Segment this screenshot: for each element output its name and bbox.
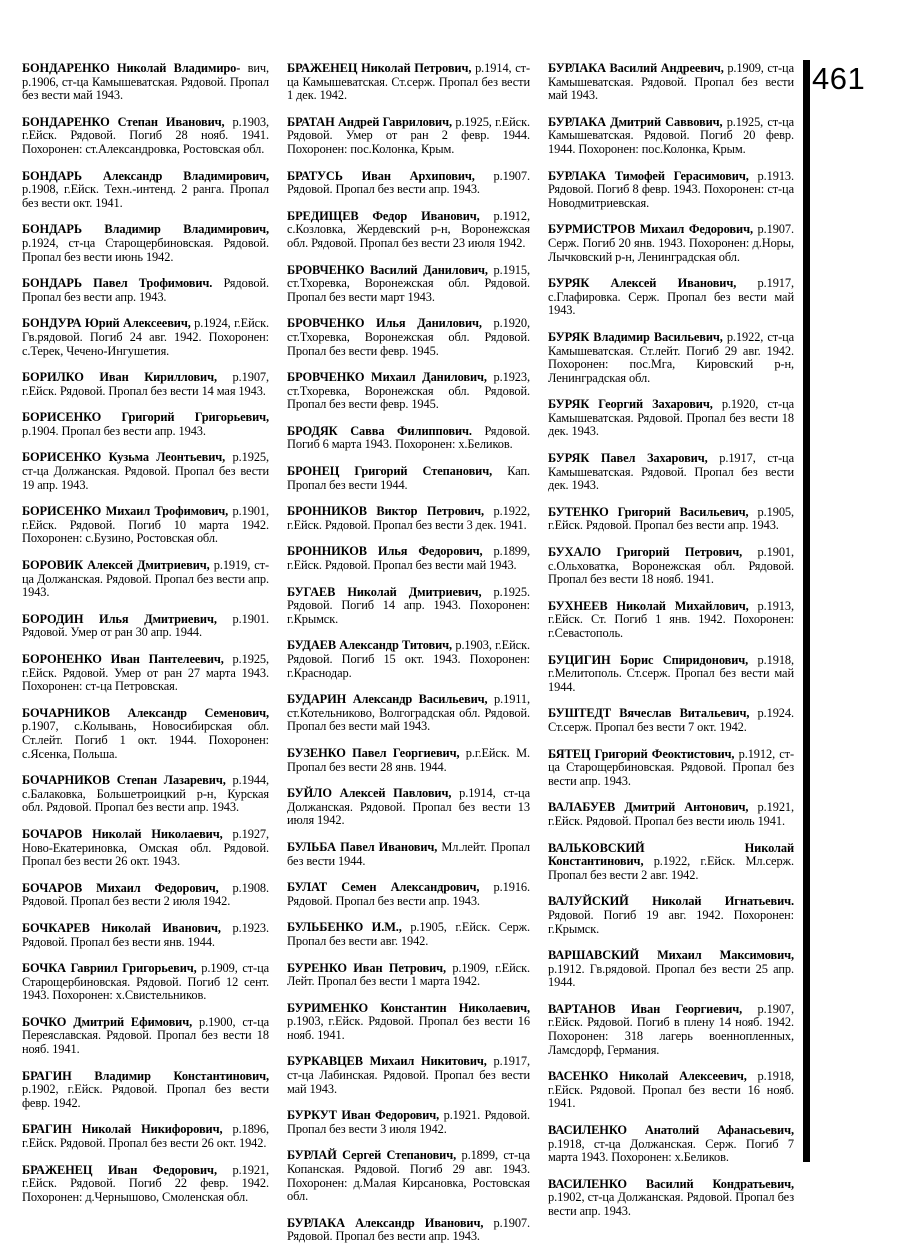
entry — [548, 506, 794, 533]
entry — [22, 170, 269, 211]
entry-text: р.1901, с.Ольховатка, Воронежская обл. Рядовой. Пропал без вести 18 нояб. 1941. — [548, 545, 795, 587]
entry — [548, 654, 794, 695]
entry — [548, 801, 794, 828]
entry-surname: БУРЕНКО — [287, 960, 347, 975]
entry-given-name: Константин Николаевич, — [380, 1000, 530, 1015]
entry-surname: БОНДАРЬ — [22, 168, 82, 183]
entry-text: р.1923. Рядовой. Пропал без вести янв. 1944. — [22, 920, 270, 949]
entry-surname: БОРОДИН — [22, 611, 84, 626]
entry-surname: ВАСИЛЕНКО — [548, 1176, 627, 1191]
entry — [287, 545, 530, 572]
entry — [287, 505, 530, 532]
entry-surname: БРОНЕЦ — [287, 464, 340, 479]
entry — [548, 277, 794, 318]
entry — [287, 1109, 530, 1136]
entry — [287, 170, 530, 197]
entry — [22, 317, 269, 358]
entry-given-name: Владимир Константинович, — [94, 1068, 269, 1083]
entry-surname: ВАЛЬКОВСКИЙ — [548, 840, 645, 855]
entry-given-name: Андрей Гаврилович, — [338, 114, 452, 129]
entry — [548, 170, 794, 211]
entry — [22, 1164, 269, 1205]
entry-surname: БУРЛАЙ — [287, 1148, 337, 1163]
entry-text: Рядовой. Погиб 19 авг. 1942. Похоронен: г.Крымск. — [548, 907, 794, 936]
entry-given-name: Илья Федорович, — [377, 544, 483, 559]
entry-surname: БОЧКА — [22, 961, 66, 976]
column-3 — [548, 62, 794, 1232]
entry-text: р.1896, г.Ейск. Рядовой. Пропал без вести 26 окт. 1942. — [22, 1122, 269, 1151]
entry-text: р.1915, ст.Тхоревка, Воронежская обл. Рядовой. Пропал без вести март 1943. — [287, 262, 530, 304]
entry-given-name: Николай Иванович, — [101, 920, 221, 935]
entry-surname: БУРКАВЦЕВ — [287, 1054, 363, 1069]
entry — [22, 1016, 269, 1057]
entry-given-name: Федор Иванович, — [372, 208, 480, 223]
entry-given-name: Василий Кондратьевич, — [645, 1176, 794, 1191]
entry-surname: БРАТУСЬ — [287, 168, 343, 183]
entry — [22, 653, 269, 694]
entry — [22, 559, 269, 600]
entry-surname: БУЛЬБЕНКО — [287, 920, 364, 935]
entry-text: р.1901, г.Ейск. Рядовой. Погиб 10 марта 1942. Похоронен: с.Бузино, Ростовская обл. — [22, 504, 269, 546]
entry-surname: БРАГИН — [22, 1122, 72, 1137]
entry-surname: БОНДАРЕНКО — [22, 114, 110, 129]
entry-surname: БУЛЬБА — [287, 839, 337, 854]
entry-text: р.1918, г.Ейск. Рядовой. Пропал без вести 16 нояб. 1941. — [548, 1069, 794, 1111]
entry — [548, 116, 794, 157]
entry-text: Мл.лейт. Пропал без вести 1944. — [287, 839, 530, 868]
entry-text: р.1922, г.Ейск. Рядовой. Пропал без вести 3 дек. 1941. — [287, 504, 531, 532]
entry-given-name: Павел Георгиевич, — [352, 745, 460, 760]
entry-surname: БУЦИГИН — [548, 652, 611, 667]
entry-text: р.1924, ст-ца Старощербиновская. Рядовой. Пропал без вести июнь 1942. — [22, 235, 269, 264]
entry-text: р.1921, г.Ейск. Рядовой. Пропал без вести июль 1941. — [548, 800, 795, 828]
entry-surname: БОНДУРА — [22, 316, 82, 331]
entry-surname: БУРЛАКА — [548, 114, 606, 129]
entry-surname: БУЛАТ — [287, 880, 328, 895]
entry — [22, 277, 269, 304]
entry-given-name: Николай Алексеевич, — [619, 1069, 747, 1084]
entry-text: р.1907. Рядовой. Пропал без вести апр. 1943. — [287, 168, 530, 197]
entry-text: Кап. Пропал без вести 1944. — [287, 464, 530, 492]
entry-text: р.1912, ст-ца Старощербиновская. Рядовой. Пропал без вести апр. 1943. — [548, 746, 795, 788]
entry — [548, 895, 794, 936]
entry-text: р.1924, г.Ейск. Гв.рядовой. Погиб 24 авг. 1942. Похоронен: с.Терек, Чечено-Ингушетия. — [22, 316, 269, 358]
entry — [287, 586, 530, 627]
entry-given-name: Николай Константинович, — [548, 840, 794, 869]
entry-given-name: Вячеслав Витальевич, — [619, 706, 750, 721]
entry — [287, 921, 530, 948]
entry-given-name: Александр Семенович, — [127, 705, 270, 720]
entry-surname: БУРЯК — [548, 329, 590, 344]
entry-surname: БОРИСЕНКО — [22, 450, 102, 465]
entry-given-name: Владимир Васильевич, — [593, 329, 723, 344]
entry-given-name: Виктор Петрович, — [376, 504, 485, 519]
entry — [287, 1055, 530, 1096]
entry-given-name: Владимир Владимирович, — [104, 222, 270, 237]
entry-surname: БУТЕНКО — [548, 504, 609, 519]
entry — [22, 882, 269, 909]
entry-given-name: Гавриил Григорьевич, — [70, 961, 197, 976]
entry-given-name: Иван Архипович, — [361, 168, 475, 183]
entry-text: р.1900, ст-ца Переяславская. Рядовой. Пропал без вести 18 нояб. 1941. — [22, 1014, 270, 1057]
entry-surname: ВАЛУЙСКИЙ — [548, 894, 629, 909]
entry-text: р.1925, ст-ца Должанская. Рядовой. Пропал без вести 19 апр. 1943. — [22, 450, 270, 492]
entry — [287, 264, 530, 305]
column-2 — [287, 62, 530, 1257]
entry-given-name: И.М., — [371, 920, 402, 935]
entry-text: р.1927, Ново-Екатериновка, Омская обл. Рядовой. Пропал без вести 26 окт. 1943. — [22, 826, 270, 869]
entry-surname: ВАСЕНКО — [548, 1069, 609, 1084]
entry-surname: БУРЛАКА — [548, 168, 606, 183]
entry-text: р.1902, г.Ейск. Рядовой. Пропал без вести февр. 1942. — [22, 1082, 269, 1110]
entry-surname: БОНДАРЬ — [22, 276, 82, 291]
entry — [548, 842, 794, 883]
entry-given-name: Григорий Васильевич, — [617, 504, 749, 519]
entry — [22, 1070, 269, 1111]
entry — [287, 62, 530, 103]
entry-text: р.1903, г.Ейск. Рядовой. Погиб 15 окт. 1943. Похоронен: г.Краснодар. — [287, 638, 530, 680]
entry-given-name: Павел Иванович, — [340, 839, 438, 854]
entry-surname: БОРИСЕНКО — [22, 504, 102, 519]
entry-surname: БРАЖЕНЕЦ — [287, 61, 358, 75]
entry-given-name: Михаил Трофимович, — [105, 504, 229, 519]
entry — [287, 1217, 530, 1244]
entry-given-name: Георгий Захарович, — [598, 397, 713, 412]
entry-surname: БУДАЕВ — [287, 638, 336, 653]
entry-surname: БОНДАРЬ — [22, 222, 82, 237]
entry-given-name: Григорий Петрович, — [616, 545, 743, 560]
entry — [548, 1124, 794, 1165]
entry — [287, 425, 530, 452]
entry-surname: БОРИЛКО — [22, 370, 84, 385]
entry — [287, 881, 530, 908]
entry-surname: БРОВЧЕНКО — [287, 316, 365, 331]
entry-given-name: Александр Титович, — [339, 638, 453, 653]
entry — [22, 116, 269, 157]
entry-surname: БОЧАРОВ — [22, 880, 83, 895]
entry-given-name: Тимофей Герасимович, — [614, 168, 749, 183]
entry-text: р.1911, ст.Котельниково, Волгоградская обл. Рядовой. Пропал без вести май 1943. — [287, 692, 531, 734]
entry — [22, 1123, 269, 1150]
entry-text: р.1924. Ст.серж. Пропал без вести 7 окт. 1942. — [548, 706, 794, 734]
entry-surname: БРОДЯК — [287, 423, 338, 438]
entry-text: р.1909, ст-ца Камышеватская. Рядовой. Пропал без вести май 1943. — [548, 61, 794, 103]
entry — [548, 1003, 794, 1057]
entry-text: р.1899, ст-ца Копанская. Рядовой. Погиб 29 авг. 1943. Похоронен: д.Малая Кирсановка, Ростовская обл. — [287, 1148, 531, 1204]
entry-surname: ВАРТАНОВ — [548, 1001, 616, 1016]
entry-text: р.1921. Рядовой. Пропал без вести 3 июля 1942. — [287, 1108, 530, 1136]
entry-text: р.1925. Рядовой. Погиб 14 апр. 1943. Похоронен: г.Крымск. — [287, 584, 530, 626]
entry — [548, 62, 794, 103]
entry — [548, 707, 794, 734]
entry-text: р.1925, ст-ца Камышеватская. Рядовой. Погиб 20 февр. 1944. Похоронен: пос.Колонка, Крым. — [548, 114, 795, 156]
entry-text: р.1905, г.Ейск. Серж. Пропал без вести авг. 1942. — [287, 920, 530, 948]
entry-given-name: Дмитрий Антонович, — [624, 800, 749, 815]
entry-text: р.1921, г.Ейск. Рядовой. Погиб 22 февр. 1942. Похоронен: д.Чернышово, Смоленская обл. — [22, 1162, 270, 1204]
entry-given-name: Александр Иванович, — [355, 1215, 484, 1230]
entry-given-name: Алексей Иванович, — [610, 276, 737, 291]
entry-text: р.1903, г.Ейск. Рядовой. Погиб 28 нояб. 1941. Похоронен: ст.Александровка, Ростовская обл. — [22, 114, 270, 156]
entry-text: р.1902, ст-ца Должанская. Рядовой. Пропал без вести апр. 1943. — [548, 1190, 794, 1218]
entry — [287, 639, 530, 680]
entry-surname: БУРЯК — [548, 276, 590, 291]
entry-given-name: Алексей Дмитриевич, — [87, 558, 210, 573]
entry-text: р.1908, г.Ейск. Техн.-интенд. 2 ранга. Пропал без вести окт. 1941. — [22, 182, 269, 210]
entry — [22, 613, 269, 640]
entry-surname: БРАГИН — [22, 1068, 72, 1083]
entry-text: р.1916. Рядовой. Пропал без вести апр. 1943. — [287, 880, 531, 908]
entry — [22, 62, 269, 103]
entry — [548, 452, 794, 493]
entry-text: Рядовой. Пропал без вести апр. 1943. — [22, 276, 269, 304]
entry — [548, 223, 794, 264]
entry-surname: БОЧАРОВ — [22, 826, 83, 841]
entry-text: р.1909, ст-ца Старощербиновская. Рядовой. Погиб 12 сент. 1943. Похоронен: х.Свистельников. — [22, 961, 270, 1003]
entry-surname: БРАЖЕНЕЦ — [22, 1162, 93, 1177]
entry — [287, 116, 530, 157]
entry-text: р.1920, ст-ца Камышеватская. Рядовой. Пропал без вести 18 дек. 1943. — [548, 397, 795, 439]
entry-surname: БУГАЕВ — [287, 584, 336, 599]
entry — [22, 962, 269, 1003]
entry-text: р.1923, ст.Тхоревка, Воронежская обл. Рядовой. Пропал без вести февр. 1945. — [287, 370, 530, 412]
entry-given-name: Иван Кириллович, — [99, 370, 217, 385]
entry-given-name: Александр Владимирович, — [102, 168, 269, 183]
entry-given-name: Иван Петрович, — [353, 960, 446, 975]
entry — [287, 747, 530, 774]
entry-given-name: Юрий Алексеевич, — [84, 316, 191, 331]
entry-given-name: Григорий Григорьевич, — [121, 410, 269, 425]
entry-given-name: Николай Дмитриевич, — [347, 584, 482, 599]
entry-text: р.1901. Рядовой. Умер от ран 30 апр. 1944. — [22, 611, 270, 640]
entry-given-name: Степан Лазаревич, — [116, 773, 226, 788]
entry — [287, 210, 530, 251]
entry-surname: БУХНЕЕВ — [548, 598, 608, 613]
entry-surname: БУЙЛО — [287, 786, 332, 801]
entry-surname: ВАЛАБУЕВ — [548, 800, 616, 815]
entry-given-name: Павел Захарович, — [600, 451, 708, 466]
entry-surname: БРОННИКОВ — [287, 544, 367, 559]
entry-text: р.1912, с.Козловка, Жердевский р-н, Воронежская обл. Рядовой. Пропал без вести 23 июля 1942. — [287, 208, 530, 250]
entry-given-name: Иван Федорович, — [107, 1162, 217, 1177]
entry-surname: БУШТЕДТ — [548, 706, 612, 721]
entry-surname: БРОВЧЕНКО — [287, 370, 365, 385]
entry-surname: БРОВЧЕНКО — [287, 262, 365, 277]
entry-given-name: Илья Данилович, — [376, 316, 482, 331]
entry-surname: БУЗЕНКО — [287, 745, 346, 760]
entry-given-name: Василий Андреевич, — [609, 61, 724, 75]
entry — [548, 398, 794, 439]
entry-surname: БРЕДИЩЕВ — [287, 208, 359, 223]
entry — [287, 1002, 530, 1043]
entry-text: р.1944, с.Балаковка, Большетроицкий р-н, Курская обл. Рядовой. Пропал без вести апр. 1943. — [22, 773, 270, 815]
entry-text: р.1914, ст-ца Камышеватская. Ст.серж. Пропал без вести 1 дек. 1942. — [287, 61, 530, 103]
entry — [287, 1149, 530, 1203]
entry-given-name: Николай Никифорович, — [81, 1122, 223, 1137]
entry-given-name: Михаил Федорович, — [96, 880, 219, 895]
entry-text: р.1925, г.Ейск. Рядовой. Умер от ран 2 февр. 1944. Похоронен: пос.Колонка, Крым. — [287, 114, 531, 156]
entry — [22, 922, 269, 949]
entry-text: р.1917, ст-ца Камышеватская. Рядовой. Пропал без вести дек. 1943. — [548, 451, 794, 493]
entry-surname: БУДАРИН — [287, 692, 347, 707]
entry-surname: БОЧАРНИКОВ — [22, 773, 110, 788]
entry-text: р.1905, г.Ейск. Рядовой. Пропал без вести апр. 1943. — [548, 504, 795, 533]
entry-text: р.1917, с.Глафировка. Серж. Пропал без вести май 1943. — [548, 276, 794, 318]
entry-given-name: Семен Александрович, — [341, 880, 480, 895]
entry — [22, 707, 269, 761]
entry-given-name: Александр Васильевич, — [352, 692, 488, 707]
entry-surname: БОЧКО — [22, 1014, 67, 1029]
entry — [287, 465, 530, 492]
entry — [287, 317, 530, 358]
entry-given-name: Михаил Максимович, — [657, 948, 795, 963]
entry-surname: БОРОНЕНКО — [22, 652, 102, 666]
entry-given-name: Николай Николаевич, — [92, 826, 223, 841]
entry-surname: БУРМИСТРОВ — [548, 222, 636, 237]
entry-text: р.1904. Пропал без вести апр. 1943. — [22, 423, 206, 438]
entry — [287, 841, 530, 868]
entry-text: р.1922, г.Ейск. Мл.серж. Пропал без вести 2 авг. 1942. — [548, 854, 795, 882]
entry-given-name: Николай Петрович, — [361, 61, 472, 75]
entry-surname: БЯТЕЦ — [548, 746, 591, 761]
entry — [287, 693, 530, 734]
entry — [22, 411, 269, 438]
entry-given-name: Дмитрий Ефимович, — [73, 1014, 193, 1029]
entry-text: р.1913. Рядовой. Погиб 8 февр. 1943. Похоронен: ст-ца Новодмитриевская. — [548, 168, 795, 210]
entry — [548, 600, 794, 641]
entry-text: р.1925, г.Ейск. Рядовой. Умер от ран 27 марта 1943. Похоронен: ст-ца Петровская. — [22, 652, 270, 694]
entry-surname: БУРКУТ — [287, 1108, 337, 1123]
margin-rule — [803, 60, 810, 1162]
entry-given-name: Николай Игнатьевич. — [652, 894, 794, 909]
entry-surname: БУРЛАКА — [548, 61, 606, 75]
entry-surname: БОРОВИК — [22, 558, 84, 573]
entry-surname: БУРЯК — [548, 397, 590, 412]
entry-given-name: Николай Михайлович, — [616, 598, 749, 613]
entry-given-name: Павел Трофимович. — [93, 276, 213, 291]
entry-given-name: Степан Иванович, — [117, 114, 225, 129]
entry — [22, 828, 269, 869]
entry-surname: БУРИМЕНКО — [287, 1000, 369, 1015]
entry — [548, 546, 794, 587]
entry-text: Рядовой. Погиб 6 марта 1943. Похоронен: х.Беликов. — [287, 423, 530, 452]
entry-text: р.1908. Рядовой. Пропал без вести 2 июля 1942. — [22, 880, 270, 909]
entry — [22, 223, 269, 264]
entry-text: р.1903, г.Ейск. Рядовой. Пропал без вести 16 нояб. 1941. — [287, 1014, 530, 1042]
entry-given-name: Григорий Степанович, — [354, 464, 493, 479]
entry-given-name: Илья Дмитриевич, — [99, 611, 217, 626]
entry-given-name: Анатолий Афанасьевич, — [644, 1123, 794, 1138]
page-number: 461 — [812, 61, 866, 96]
entry-given-name: Кузьма Леонтьевич, — [108, 450, 226, 465]
entry-text: р.1918, г.Мелитополь. Ст.серж. Пропал без вести май 1944. — [548, 652, 795, 694]
entry-text: р.г.Ейск. М. Пропал без вести 28 янв. 1944. — [287, 745, 530, 774]
entry-given-name: Сергей Степанович, — [342, 1148, 457, 1163]
entry — [548, 1178, 794, 1219]
entry-given-name: Иван Георгиевич, — [630, 1001, 743, 1016]
entry-given-name: Дмитрий Саввович, — [610, 114, 723, 129]
entry-text: р.1920, ст.Тхоревка, Воронежская обл. Рядовой. Пропал без вести февр. 1945. — [287, 316, 530, 358]
entry-text: вич, р.1906, ст-ца Камышеватская. Рядовой. Пропал без вести май 1943. — [22, 61, 270, 103]
entry-surname: БУХАЛО — [548, 545, 602, 560]
entry-text: р.1918, ст-ца Должанская. Серж. Погиб 7 марта 1943. Похоронен: х.Беликов. — [548, 1136, 794, 1165]
entry-given-name: Михаил Федорович, — [639, 222, 753, 237]
entry-given-name: Василий Данилович, — [369, 262, 488, 277]
entry-surname: БРОННИКОВ — [287, 504, 367, 519]
entry-given-name: Иван Пантелеевич, — [110, 652, 224, 666]
entry-text: р.1907, г.Ейск. Рядовой. Погиб в плену 14 нояб. 1942. Похоронен: 318 лагерь военнопленных, Ламсдорф, Германия. — [548, 1001, 795, 1057]
entry — [287, 962, 530, 989]
entry-given-name: Михаил Никитович, — [369, 1054, 487, 1069]
entry-text: р.1909, г.Ейск. Лейт. Пропал без вести 1 марта 1942. — [287, 960, 530, 989]
entry-text: р.1912. Гв.рядовой. Пропал без вести 25 апр. 1944. — [548, 961, 794, 990]
entry-text: р.1922, ст-ца Камышеватская. Ст.лейт. Погиб 29 авг. 1942. Похоронен: пос.Мга, Кировский р-н, Ленинградская обл. — [548, 329, 795, 385]
entry-surname: ВАСИЛЕНКО — [548, 1123, 627, 1138]
entry — [22, 774, 269, 815]
entry-text: р.1907, с.Колывань, Новосибирская обл. Ст.лейт. Погиб 1 окт. 1944. Похоронен: с.Ясенка, Польша. — [22, 719, 269, 761]
entry-text: р.1913, г.Ейск. Ст. Погиб 1 янв. 1942. Похоронен: г.Севастополь. — [548, 598, 794, 640]
entry — [287, 787, 530, 828]
entry-text: р.1907, г.Ейск. Рядовой. Пропал без вести 14 мая 1943. — [22, 370, 270, 398]
entry — [22, 371, 269, 398]
column-1 — [22, 62, 269, 1217]
entry-given-name: Николай Владимиро- — [116, 61, 241, 75]
entry-text: р.1917, ст-ца Лабинская. Рядовой. Пропал без вести май 1943. — [287, 1054, 530, 1096]
entry-text: р.1899, г.Ейск. Рядовой. Пропал без вести май 1943. — [287, 544, 530, 573]
entry-given-name: Борис Спиридонович, — [619, 652, 749, 667]
entry-text: р.1907. Серж. Погиб 20 янв. 1943. Похоронен: д.Норы, Лычковский р-н, Ленинградская обл. — [548, 222, 794, 264]
entry — [548, 748, 794, 789]
entry-surname: БОЧАРНИКОВ — [22, 705, 110, 720]
entry-surname: БОРИСЕНКО — [22, 410, 102, 425]
entry-given-name: Алексей Павлович, — [339, 786, 452, 801]
entry-surname: БУРЯК — [548, 451, 590, 466]
entry-given-name: Савва Филиппович. — [350, 423, 472, 438]
entry — [548, 331, 794, 385]
entry — [22, 451, 269, 492]
entry-given-name: Григорий Феоктистович, — [594, 746, 735, 761]
entry-given-name: Михаил Данилович, — [371, 370, 487, 385]
entry-surname: ВАРШАВСКИЙ — [548, 948, 640, 963]
entry-text: р.1907. Рядовой. Пропал без вести апр. 1943. — [287, 1215, 531, 1244]
entry — [548, 1070, 794, 1111]
entry — [22, 505, 269, 546]
entry-text: р.1914, ст-ца Должанская. Рядовой. Пропал без вести 13 июля 1942. — [287, 786, 530, 828]
entry-surname: БУРЛАКА — [287, 1215, 345, 1230]
entry — [287, 371, 530, 412]
entry-surname: БРАТАН — [287, 114, 335, 129]
entry-surname: БОНДАРЕНКО — [22, 61, 110, 75]
entry-surname: БОЧКАРЕВ — [22, 920, 90, 935]
entry — [548, 949, 794, 990]
entry-given-name: Иван Федорович, — [341, 1108, 440, 1123]
entry-text: р.1919, ст-ца Должанская. Рядовой. Пропал без вести апр. 1943. — [22, 558, 269, 600]
